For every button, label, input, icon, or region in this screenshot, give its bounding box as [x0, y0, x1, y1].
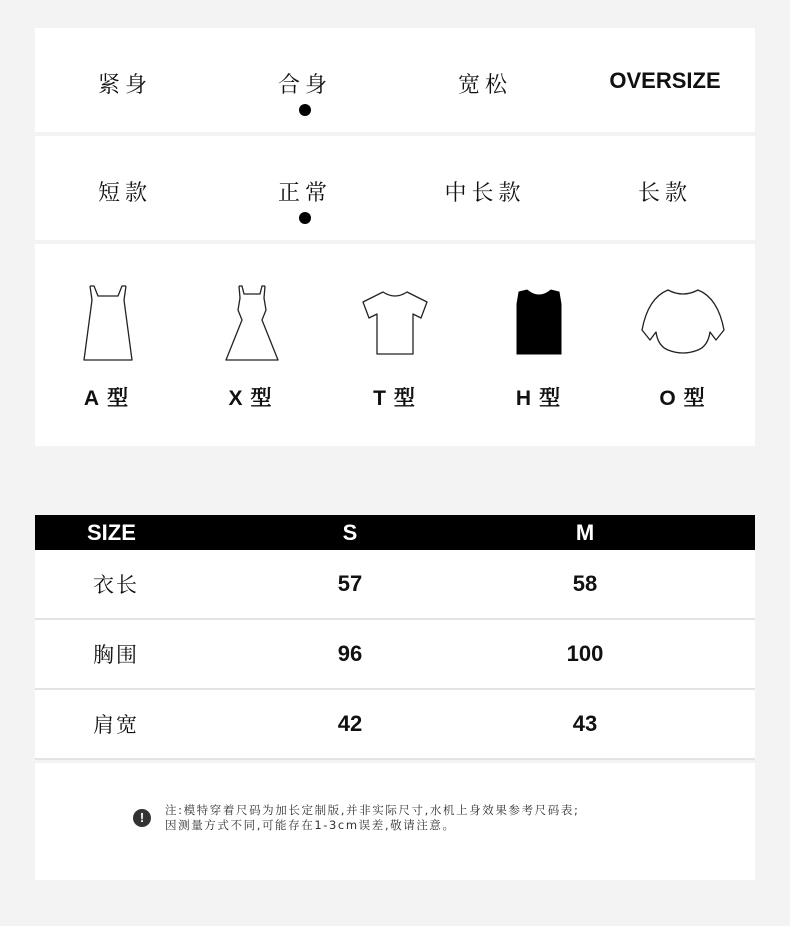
header-size: SIZE [87, 519, 136, 545]
silhouette-label: O 型 [659, 386, 707, 410]
fit-option-label: 合身 [277, 73, 332, 98]
header-m: M [575, 519, 595, 545]
length-option-label: 中长款 [444, 181, 526, 206]
size-table [35, 515, 755, 760]
measurement-note [35, 763, 755, 880]
length-option-label: 长款 [637, 181, 692, 206]
row-label: 肩宽 [93, 713, 139, 737]
fit-option-loose [395, 28, 575, 132]
row-label: 衣长 [93, 573, 139, 597]
fit-option-label: 宽松 [457, 73, 512, 98]
length-panel [35, 136, 755, 240]
table-row [35, 620, 755, 690]
size-table-header [35, 515, 755, 550]
fit-option-label: 紧身 [97, 73, 152, 98]
fit-panel [35, 28, 755, 132]
length-option-midlong [395, 136, 575, 240]
t-shirt-icon [355, 284, 435, 364]
o-sweater-icon [638, 284, 728, 364]
silhouette-label: A 型 [83, 386, 131, 410]
cell-s: 96 [337, 641, 363, 666]
cell-m: 58 [572, 571, 598, 596]
length-option-label: 短款 [97, 181, 152, 206]
table-row [35, 690, 755, 760]
silhouette-panel [35, 244, 755, 446]
a-line-dress-icon [72, 284, 142, 364]
silhouette-a [35, 244, 179, 446]
table-row [35, 550, 755, 620]
note-text [165, 803, 579, 833]
fit-option-regular [215, 28, 395, 132]
fit-option-label: OVERSIZE [609, 68, 721, 93]
row-label: 胸围 [93, 643, 139, 667]
silhouette-label: T 型 [373, 386, 417, 410]
cell-m: 100 [566, 641, 604, 666]
h-tank-icon [509, 284, 569, 364]
silhouette-t [323, 244, 467, 446]
selected-dot-icon [299, 104, 311, 116]
header-s: S [342, 519, 358, 545]
length-option-normal [215, 136, 395, 240]
fit-option-tight [35, 28, 215, 132]
length-option-label: 正常 [277, 181, 332, 206]
silhouette-label: X 型 [228, 386, 274, 410]
silhouette-x [179, 244, 323, 446]
fit-option-oversize [575, 28, 755, 132]
silhouette-o [611, 244, 755, 446]
cell-m: 43 [572, 711, 598, 736]
cell-s: 42 [337, 711, 363, 736]
silhouette-h [467, 244, 611, 446]
note-line-2: 因测量方式不同,可能存在1-3cm误差,敬请注意。 [165, 818, 456, 832]
cell-s: 57 [337, 571, 363, 596]
exclamation-icon: ! [133, 809, 151, 827]
note-line-1: 注:模特穿着尺码为加长定制版,并非实际尺寸,水机上身效果参考尺码表; [165, 803, 580, 817]
length-option-long [575, 136, 755, 240]
selected-dot-icon [299, 212, 311, 224]
x-line-dress-icon [216, 284, 286, 364]
silhouette-label: H 型 [515, 386, 563, 410]
length-option-short [35, 136, 215, 240]
